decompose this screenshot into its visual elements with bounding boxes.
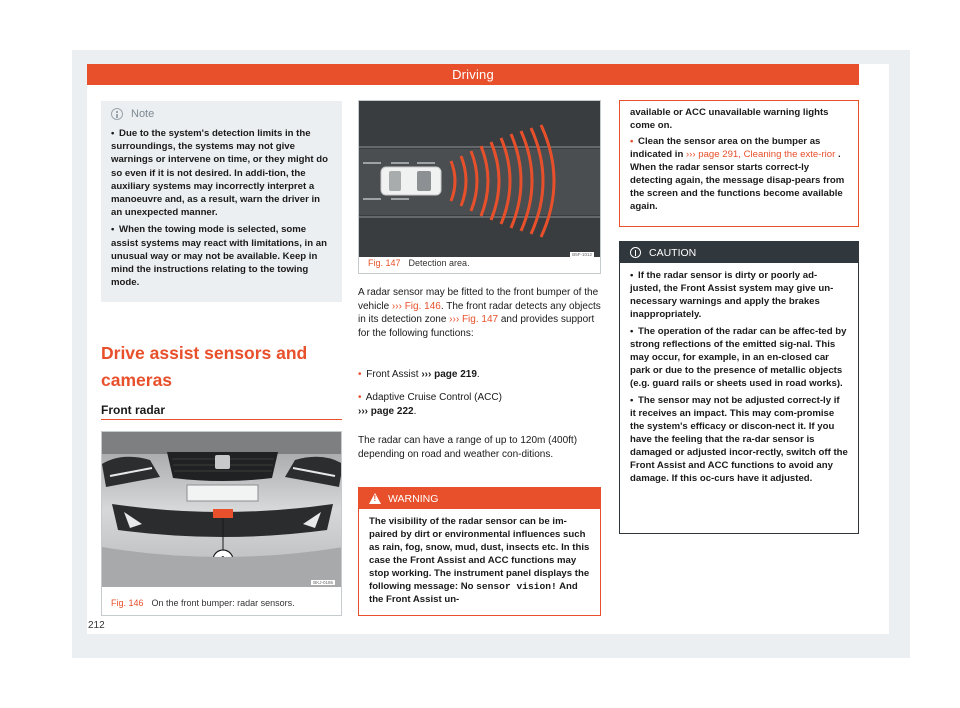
arrow-icon: ›››: [421, 369, 432, 380]
page-222-link[interactable]: page 222: [370, 405, 414, 417]
radar-range-paragraph: The radar can have a range of up to 120m (400ft) depending on road and weather con-ditions.: [358, 435, 578, 460]
bullet-icon: •: [358, 369, 362, 380]
radar-intro-paragraph: A radar sensor may be fitted to the front bumper of the vehicle ››› Fig. 146. The front radar detects any objects in its detection zone ››› Fig. 147 and provides support for the following functions:: [358, 287, 601, 339]
warning-triangle-icon: [369, 493, 381, 504]
detection-area-illustration: [359, 101, 600, 257]
warning-title: WARNING: [388, 492, 439, 505]
front-bumper-image: [102, 432, 341, 587]
continuation-text: available or ACC unavailable warning lights come on.: [630, 107, 829, 131]
detection-area-image: [359, 101, 600, 257]
caution-text: [620, 263, 858, 485]
figure-code: B5F-1012: [572, 252, 592, 257]
note-item: • When the towing mode is selected, some assist systems may react with limitations, in an unusual way or may not be available. Keep in mind the instructions relating to the towing mode.: [111, 224, 327, 289]
arrow-icon: ›››: [391, 300, 402, 312]
arrow-icon: ›››: [358, 405, 368, 417]
note-item: • Due to the system's detection limits in the surroundings, the systems may not give warnings or intervene on time, or they might do so even if it is not desired. In addi-tion, the auxiliary systems may incorrectly interpret a manoeuvre and, as a result, warn the driver in an unexpected manner.: [111, 128, 328, 219]
warning-box: [358, 487, 601, 616]
figure-label: Fig. 146: [111, 598, 144, 608]
caution-icon: [630, 247, 641, 258]
figure-caption: [102, 591, 341, 615]
front-bumper-illustration: [102, 432, 341, 587]
arrow-icon: ›››: [449, 314, 460, 325]
info-icon: [111, 108, 123, 120]
figure-label: Fig. 147: [368, 258, 401, 268]
caution-item: • The sensor may not be adjusted correct-ly if it receives an impact. This may com-promise the system's efficacy or discon-nect it. If you have the feeling that the ra-dar sensor is damaged or adjusted incor-rectly, switch off the Front Assist and ACC functions to avoid any damage. If this oc-curs have it adjusted.: [630, 395, 848, 484]
subsection-title: Front radar: [101, 403, 166, 417]
note-box: [101, 101, 342, 302]
page-291-link[interactable]: page 291, Cleaning the exte-rior: [698, 149, 836, 160]
caution-item: • The operation of the radar can be affec-ted by strong reflections of the emitted sig-nal. This may occur, for example, in an en-closed car park or due to the presence of metallic objects (e.g. guard rails or sheets used in road works).: [630, 326, 847, 389]
bullet-icon: •: [630, 326, 634, 337]
figure-147: [358, 100, 601, 274]
note-header: [111, 108, 332, 120]
section-title: Drive assist sensors and cameras: [101, 343, 308, 390]
bullet-icon: •: [111, 224, 115, 236]
continuation-bullet: • Clean the sensor area on the bumper as indicated in ››› page 291, Cleaning the exte-rior . When the radar sensor starts correct-ly detecting again, the message disap-pears from the screen and the functions become available again.: [630, 136, 845, 212]
figure-146: [101, 431, 342, 616]
page-219-link[interactable]: page 219: [434, 369, 477, 380]
function-list-item: • Adaptive Cruise Control (ACC) ››› page 222.: [358, 392, 502, 417]
caution-box: [619, 241, 859, 534]
warning-text: The visibility of the radar sensor can be im-paired by dirt or environmental influences such as rain, fog, snow, mud, dust, insects etc. In this case the Front Assist and ACC functions may stop working. The instrument panel displays the following message: No sensor vision! And the Front Assist un-: [369, 516, 590, 605]
bullet-icon: •: [358, 392, 362, 403]
caution-item: • If the radar sensor is dirty or poorly ad-justed, the Front Assist system may give un-necessary warnings and apply the brakes inappropriately.: [630, 270, 834, 320]
caution-header: [620, 242, 858, 263]
bullet-icon: •: [111, 128, 115, 139]
caption-text: On the front bumper: radar sensors.: [151, 598, 295, 608]
warning-continuation-box: [619, 100, 859, 227]
caution-title: CAUTION: [649, 246, 697, 259]
figure-caption: [359, 255, 600, 273]
chapter-header: Driving: [87, 64, 859, 85]
subsection-divider: [101, 419, 342, 420]
fig-146-link[interactable]: Fig. 146: [404, 300, 441, 312]
fig-147-link[interactable]: Fig. 147: [461, 314, 499, 325]
page-number: 212: [88, 620, 105, 631]
sensor-vision-message: sensor vision!: [476, 581, 557, 592]
bullet-icon: •: [630, 270, 634, 281]
arrow-icon: ›››: [685, 149, 696, 160]
warning-header: [359, 488, 600, 509]
function-list-item: • Front Assist ››› page 219.: [358, 369, 480, 380]
bullet-icon: •: [630, 395, 634, 406]
caption-text: Detection area.: [408, 258, 470, 268]
bullet-icon: •: [630, 136, 634, 147]
note-title: Note: [131, 108, 155, 120]
figure-code: BKJ-0186: [313, 580, 333, 585]
